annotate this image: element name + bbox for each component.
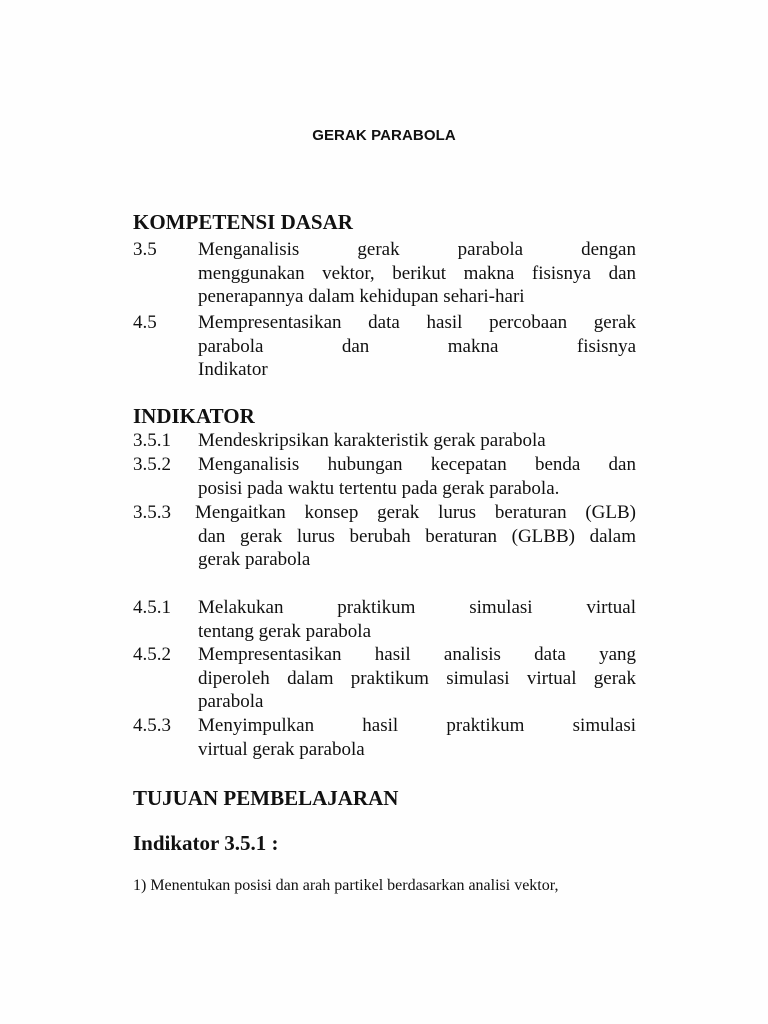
item-text (198, 714, 636, 761)
indikator-item-4-5-1 (133, 596, 636, 643)
item-line: menggunakan vektor, berikut makna fisisnya dan (198, 262, 636, 284)
item-number: 3.5.2 (133, 454, 171, 475)
kd-item-4-5 (133, 311, 636, 382)
item-line: parabola dan makna fisisnya (198, 335, 636, 357)
item-text (198, 311, 636, 382)
item-line: penerapannya dalam kehidupan sehari-hari (198, 286, 525, 307)
item-number: 4.5.2 (133, 644, 171, 665)
item-text (198, 238, 636, 309)
item-line: Mengaitkan konsep gerak lurus beraturan (GLB) (195, 502, 636, 523)
item-text (198, 643, 636, 714)
item-line: gerak parabola (198, 549, 311, 570)
item-text (198, 453, 636, 500)
kompetensi-dasar-heading: KOMPETENSI DASAR (133, 210, 353, 234)
indikator-heading: INDIKATOR (133, 404, 255, 428)
item-line: virtual gerak parabola (198, 738, 365, 760)
item-number: 3.5 (133, 239, 157, 260)
indikator-subheading: Indikator 3.5.1 : (133, 831, 279, 855)
item-line: Mempresentasikan data hasil percobaan gerak (198, 312, 636, 333)
document-title: GERAK PARABOLA (312, 127, 456, 144)
item-line: posisi pada waktu tertentu pada gerak parabola. (198, 477, 560, 499)
item-line: parabola (198, 691, 264, 712)
item-line: Menyimpulkan hasil praktikum simulasi (198, 715, 636, 736)
item-text (198, 596, 636, 643)
item-text (198, 429, 636, 453)
kd-item-3-5 (133, 238, 636, 309)
item-number: 4.5.3 (133, 715, 171, 736)
item-line: diperoleh dalam praktikum simulasi virtual gerak (198, 667, 636, 689)
item-line: Mempresentasikan hasil analisis data yang (198, 644, 636, 665)
indikator-item-3-5-2 (133, 453, 636, 500)
tujuan-pembelajaran-heading: TUJUAN PEMBELAJARAN (133, 786, 399, 810)
indikator-item-4-5-2 (133, 643, 636, 714)
item-line: dan gerak lurus berubah beraturan (GLBB) dalam (198, 525, 636, 547)
indikator-item-3-5-3 (133, 501, 636, 572)
tujuan-item-1: 1) Menentukan posisi dan arah partikel berdasarkan analisi vektor, (133, 877, 559, 894)
item-line: Indikator (198, 359, 268, 380)
indikator-item-4-5-3 (133, 714, 636, 761)
item-number: 3.5.3 (133, 502, 171, 523)
item-line: Menganalisis hubungan kecepatan benda dan (198, 454, 636, 475)
item-line: Menganalisis gerak parabola dengan (198, 239, 636, 260)
item-text (195, 501, 636, 572)
indikator-item-3-5-1 (133, 429, 636, 453)
item-number: 4.5 (133, 312, 157, 333)
item-number: 4.5.1 (133, 597, 171, 618)
item-line: Mendeskripsikan karakteristik gerak parabola (198, 430, 546, 451)
item-number: 3.5.1 (133, 430, 171, 451)
item-line: tentang gerak parabola (198, 620, 372, 642)
item-line: Melakukan praktikum simulasi virtual (198, 597, 636, 618)
